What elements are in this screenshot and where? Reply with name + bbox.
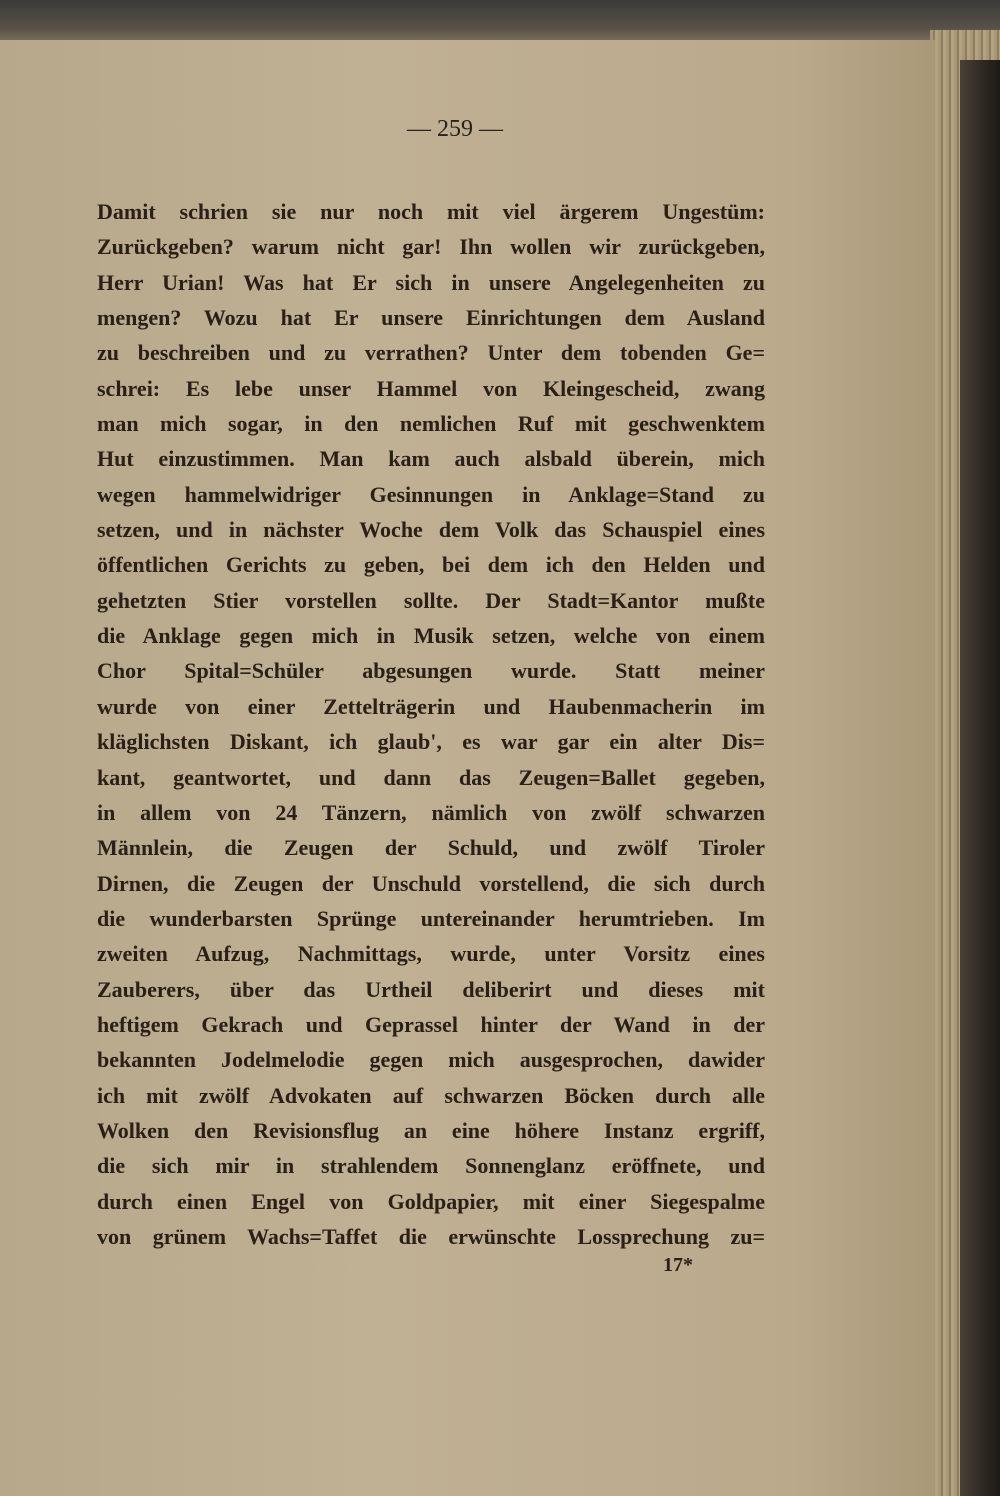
text-line: in allem von 24 Tänzern, nämlich von zwölf schwarzen [97, 799, 765, 825]
text-line: Hut einzustimmen. Man kam auch alsbald überein, mich [97, 446, 765, 472]
text-line: man mich sogar, in den nemlichen Ruf mit geschwenktem [97, 411, 765, 437]
text-line: Wolken den Revisionsflug an eine höhere Instanz ergriff, [97, 1117, 765, 1143]
book-cover-edge [960, 60, 1000, 1496]
text-line: Zurückgeben? warum nicht gar! Ihn wollen wir zurückgeben, [97, 234, 765, 260]
text-line: Damit schrien sie nur noch mit viel ärgerem Ungestüm: [97, 199, 765, 224]
text-line: Dirnen, die Zeugen der Unschuld vorstellend, die sich durch [97, 870, 765, 896]
text-line: schrei: Es lebe unser Hammel von Kleingescheid, zwang [97, 375, 765, 401]
text-line: kläglichsten Diskant, ich glaub', es war gar ein alter Dis= [97, 729, 765, 755]
text-line: setzen, und in nächster Woche dem Volk das Schauspiel eines [97, 517, 765, 543]
text-line: von grünem Wachs=Taffet die erwünschte Lossprechung zu= [97, 1223, 765, 1249]
text-line: zu beschreiben und zu verrathen? Unter dem tobenden Ge= [97, 340, 765, 366]
page-number-header: — 259 — [407, 116, 503, 142]
text-line: mengen? Wozu hat Er unsere Einrichtungen dem Ausland [97, 305, 765, 331]
text-line: die sich mir in strahlendem Sonnenglanz eröffnete, und [97, 1153, 765, 1179]
text-line: zweiten Aufzug, Nachmittags, wurde, unter Vorsitz eines [97, 941, 765, 967]
text-line: bekannten Jodelmelodie gegen mich ausgesprochen, dawider [97, 1047, 765, 1073]
text-line: ich mit zwölf Advokaten auf schwarzen Böcken durch alle [97, 1082, 765, 1108]
body-text [97, 194, 765, 1254]
text-line: öffentlichen Gerichts zu geben, bei dem ich den Helden und [97, 552, 765, 578]
signature-mark: 17* [663, 1254, 693, 1276]
text-line: wegen hammelwidriger Gesinnungen in Anklage=Stand zu [97, 481, 765, 507]
text-line: Herr Urian! Was hat Er sich in unsere Angelegenheiten zu [97, 269, 765, 295]
text-line: wurde von einer Zettelträgerin und Haubenmacherin im [97, 693, 765, 719]
text-line: Chor Spital=Schüler abgesungen wurde. Statt meiner [97, 658, 765, 684]
text-line: Zauberers, über das Urtheil deliberirt und dieses mit [97, 976, 765, 1002]
text-line: gehetzten Stier vorstellen sollte. Der Stadt=Kantor mußte [97, 587, 765, 613]
text-line: durch einen Engel von Goldpapier, mit einer Siegespalme [97, 1188, 765, 1214]
text-line: kant, geantwortet, und dann das Zeugen=Ballet gegeben, [97, 764, 765, 790]
text-line: die wunderbarsten Sprünge untereinander herumtrieben. Im [97, 905, 765, 931]
text-line: Männlein, die Zeugen der Schuld, und zwölf Tiroler [97, 835, 765, 861]
text-line: heftigem Gekrach und Geprassel hinter der Wand in der [97, 1011, 765, 1037]
text-line: die Anklage gegen mich in Musik setzen, welche von einem [97, 623, 765, 649]
